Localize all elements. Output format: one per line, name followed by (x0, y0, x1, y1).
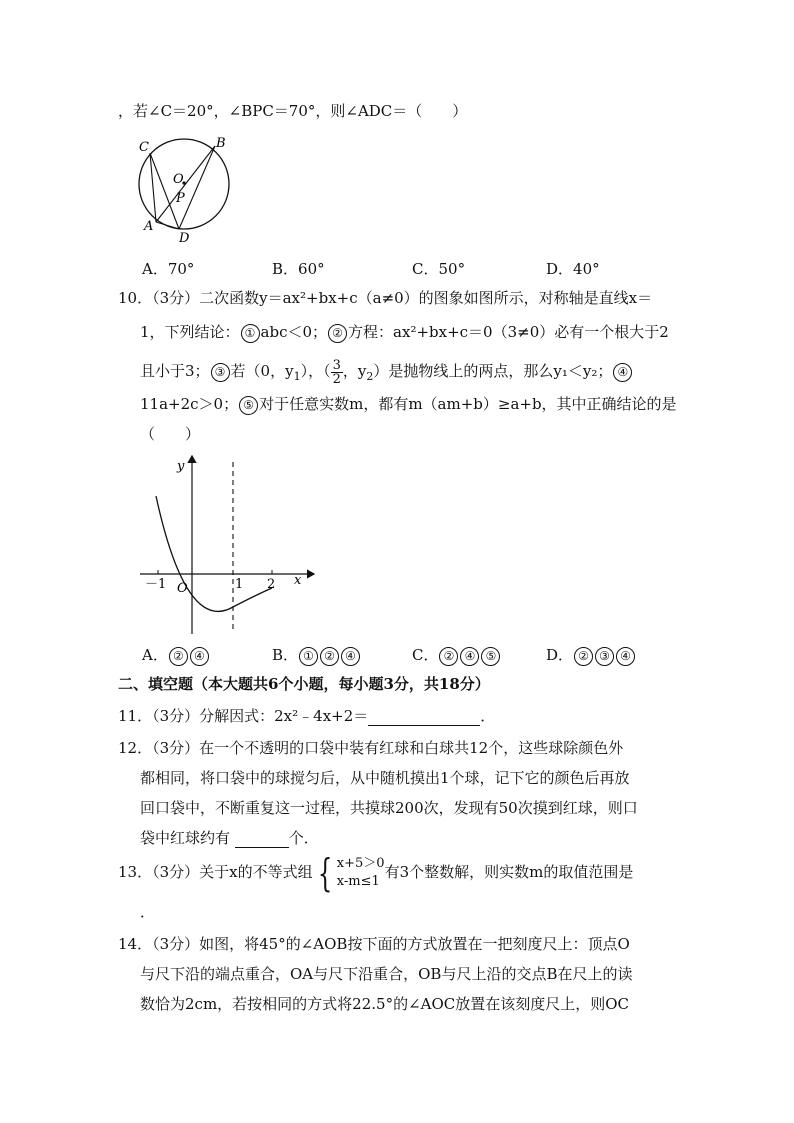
q10-line3-a: 且小于3； (140, 362, 210, 380)
mark: ④ (616, 647, 635, 666)
q14-line3: 数恰为2cm，若按相同的方式将22.5°的∠AOC放置在该刻度尺上，则OC (140, 995, 630, 1013)
option-letter: B． (272, 646, 299, 664)
section-title: 二、填空题（本大题共6个小题，每小题3分，共18分） (118, 675, 490, 693)
q11 (118, 706, 495, 726)
q10-line2-a: 1，下列结论： (140, 323, 240, 341)
q10-line3-sub1: 1 (293, 370, 301, 383)
q9-stem: ，若∠C＝20°，∠BPC＝70°，则∠ADC＝（ ） (118, 102, 468, 120)
mark: ⑤ (481, 647, 500, 666)
brace-icon: { (317, 851, 332, 895)
fraction-den: 2 (332, 371, 341, 387)
axis-label-x: x (294, 573, 302, 588)
inequality-2: x-m≤1 (336, 874, 380, 889)
circled-5: ⑤ (239, 396, 258, 415)
q10-line5: （ ） (140, 425, 201, 443)
mark: ④ (460, 647, 479, 666)
q11-answer-blank[interactable] (368, 709, 480, 726)
q9-option-a: A．70° (142, 260, 195, 278)
q9-option-c: C．50° (412, 260, 466, 278)
circled-4: ④ (613, 363, 632, 382)
q12-answer-blank[interactable] (235, 831, 289, 848)
fraction-3-2 (331, 359, 343, 386)
circled-2: ② (328, 324, 347, 343)
mark: ④ (190, 647, 209, 666)
option-letter: D． (546, 646, 574, 664)
q10-line3-b: 若（0，y (230, 362, 294, 380)
mark: ② (169, 647, 188, 666)
label-p: P (176, 191, 185, 206)
mark: ② (439, 647, 458, 666)
tick-label-1: 1 (235, 577, 244, 592)
q13-post: 有3个整数解，则实数m的取值范围是 (384, 863, 634, 881)
circled-1: ① (241, 324, 260, 343)
mark: ④ (341, 647, 360, 666)
q10-option-b (272, 644, 361, 666)
q11-text: 11．（3分）分解因式：2x²﹣4x+2＝ (118, 707, 369, 725)
q9-option-d: D．40° (546, 260, 600, 278)
q10-line3 (140, 356, 633, 392)
chord-ab (156, 146, 215, 222)
q14-line2: 与尺下沿的端点重合，OA与尺下沿重合，OB与尺上沿的交点B在尺上的读 (140, 965, 633, 983)
q12-line2: 都相同，将口袋中的球搅匀后，从中随机摸出1个球，记下它的颜色后再放 (140, 769, 630, 787)
mark: ② (320, 647, 339, 666)
chord-bd (179, 146, 215, 229)
q12-line3: 回口袋中，不断重复这一过程，共摸球200次，发现有50次摸到红球，则口 (140, 799, 638, 817)
q12-line4-b: 个． (288, 829, 319, 847)
q11-end: ． (480, 707, 496, 725)
q10-line3-c: ），（ (300, 362, 331, 380)
mark: ② (574, 647, 593, 666)
q10-line4 (140, 394, 677, 415)
q9-circle-figure (134, 134, 234, 246)
label-d: D (179, 231, 190, 246)
q10-option-c (412, 644, 501, 666)
inequality-1: x+5＞0 (336, 856, 385, 871)
q13-pre: 13．（3分）关于x的不等式组 (118, 863, 313, 881)
q9-option-b: B．60° (272, 260, 325, 278)
q13-line1 (118, 851, 634, 895)
fraction-num: 3 (332, 357, 341, 373)
q10-line2-c: 方程：ax²+bx+c＝0（3≠0）必有一个根大于2 (348, 323, 669, 341)
chord-ad (156, 222, 179, 229)
q12-line4 (140, 828, 319, 848)
tick-label-m1: －1 (145, 577, 167, 592)
q10-line2 (140, 322, 669, 343)
inequality-system (337, 855, 385, 891)
label-b: B (216, 136, 226, 151)
q10-parabola-graph (136, 450, 322, 636)
mark: ① (299, 647, 318, 666)
tick-label-2: 2 (267, 577, 276, 592)
q12-line4-a: 袋中红球约有 (140, 829, 231, 847)
q14-line1: 14．（3分）如图，将45°的∠AOB按下面的方式放置在一把刻度尺上：顶点O (118, 935, 630, 953)
chord-ca (150, 153, 156, 222)
origin-label: O (177, 581, 188, 596)
q12-line1: 12．（3分）在一个不透明的口袋中装有红球和白球共12个，这些球除颜色外 (118, 739, 624, 757)
label-c: C (139, 140, 149, 155)
axis-label-y: y (177, 459, 185, 474)
q10-line3-e: ）是抛物线上的两点，那么y₁＜y₂； (373, 362, 613, 380)
q10-line3-sub2: 2 (366, 370, 374, 383)
q10-line1: 10．（3分）二次函数y＝ax²+bx+c（a≠0）的图象如图所示，对称轴是直线x＝ (118, 289, 653, 307)
q10-line4-b: 对于任意实数m，都有m（am+b）≥a+b，其中正确结论的是 (259, 395, 677, 413)
option-letter: A． (142, 646, 168, 664)
mark: ③ (595, 647, 614, 666)
q10-line3-d: ，y (342, 362, 367, 380)
label-o: O (173, 172, 184, 187)
q10-line2-b: abc＜0； (260, 323, 328, 341)
q10-option-a (142, 644, 210, 666)
parabola-curve (156, 496, 272, 611)
q10-option-d (546, 644, 636, 666)
q13-line2: ． (140, 903, 156, 921)
label-a: A (144, 219, 154, 234)
option-letter: C． (412, 646, 439, 664)
q10-line4-a: 11a+2c＞0； (140, 395, 239, 413)
circled-3: ③ (211, 363, 230, 382)
